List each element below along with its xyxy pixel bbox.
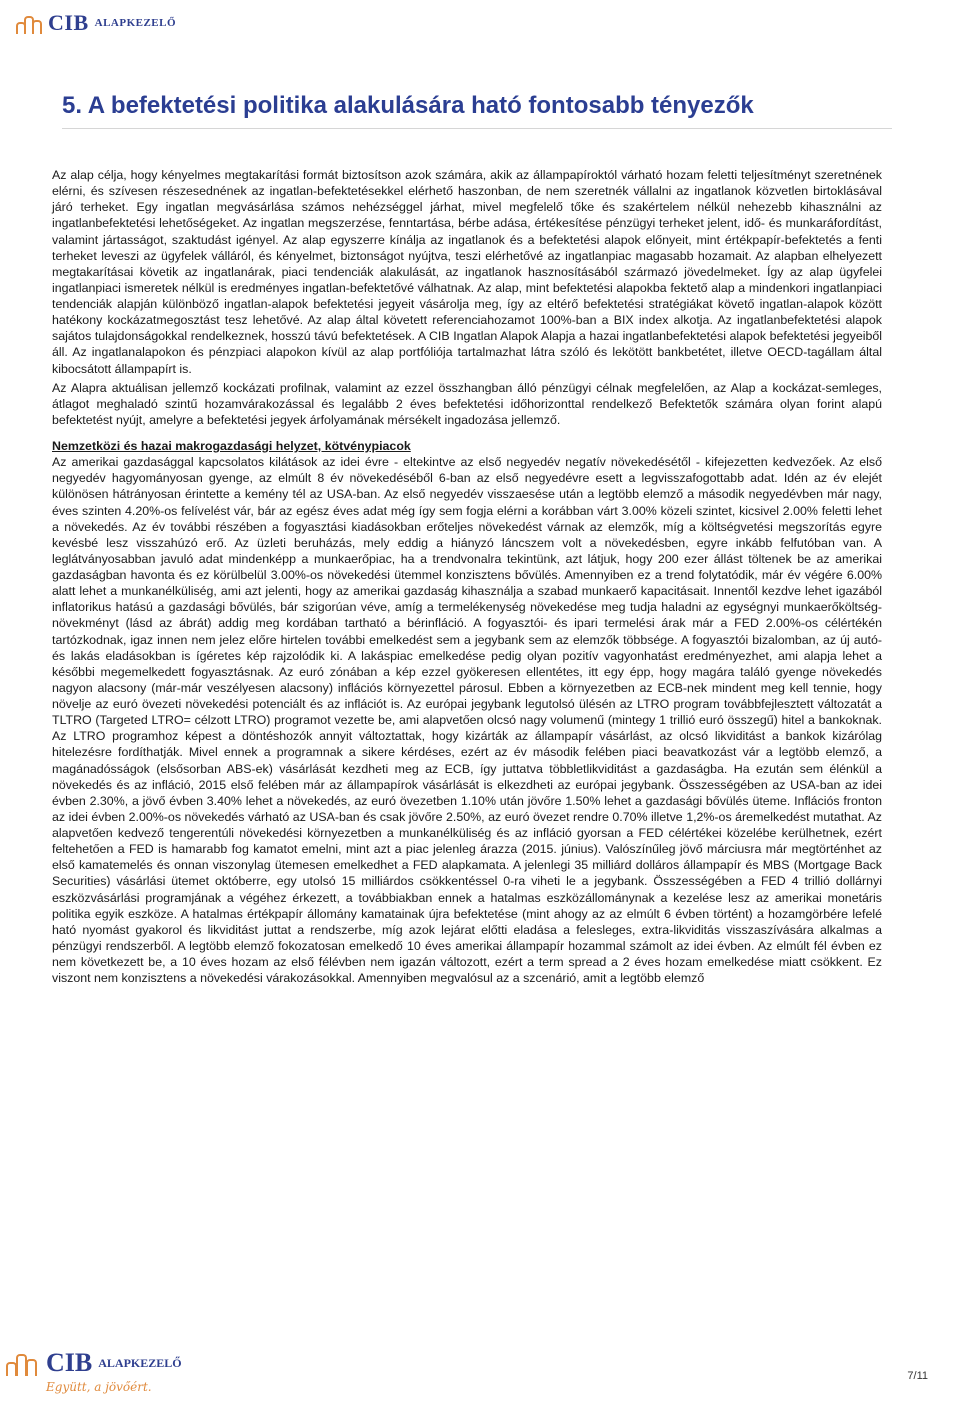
header-logo (16, 8, 176, 38)
page-number: 7/11 (907, 1370, 928, 1382)
section-heading: 5. A befektetési politika alakulására ható fontosabb tényezők (62, 92, 754, 119)
footer-slogan: Együtt, a jövőért. (46, 1380, 152, 1394)
logo-alap-text: ALAPKEZELŐ (94, 17, 177, 29)
footer-logo-alap-text: ALAPKEZELŐ (98, 1355, 182, 1370)
footer-logo-cib-text: CIB (46, 1348, 93, 1377)
paragraph-risk-profile: Az Alapra aktuálisan jellemző kockázati profilnak, valamint az ezzel összhangban álló pénzügyi célnak megfelelően, az Alap a kockázat-semleges, átlagot meghaladó szintű hozamvárakozással és legalább 2 éves befektetési időhorizonttal rendelkező Befektetők számára olyan forint alapú befektetést nyújt, amelyre a befektetési jegyek árfolyamának mérsékelt ingadozása jellemző. (52, 380, 882, 427)
heading-divider (62, 128, 892, 129)
paragraph-macro-outlook: Az amerikai gazdasággal kapcsolatos kilátások az idei évre - eltekintve az első negyedév negatív növekedésétől - kifejezetten kedvezőek. Az első negyedév hagyományosan gyenge, az elmúlt 8 év növekedéséből 6-ban az első negyedévre esett a legvisszafogottabb adat. Idén az év elejét különösen hátrányosan érintette a kemény tél az USA-ban. Az első negyedév visszaesése után a legtöbb elemző a második negyedévben már nagy, éves szinten 4.20%-os felívelést vár, bár az egész éves adat még így sem fogja elérni a korábban várt 3.00% közeli szintet, kicsivel 2.00% feletti lehet a növekedés. Az év további részében a fogyasztási kiadásokban erőteljes növekedést várnak az elemzők, míg a költségvetési megszorítás egyre kevésbé lesz visszahúzó erő. Az üzleti beruházás, mely eddig a hiányzó láncszem volt a növekedésben, egyre inkább felfutóban van. A leglátványosabban javuló adat mindenképp a munkaerőpiac, ha a trendvonalra tekintünk, azt látjuk, hogy 200 ezer állást töltenek be az amerikai gazdaságban havonta és ez körülbelül 3.00%-os növekedési ütemmel konzisztens bővülés. Amennyiben ez a trend folytatódik, már év végére 6.00% alatt lehet a munkanélküliség, ami azt jelenti, hogy az amerikai gazdaság kihasználja a szabad munkaerő kapacitásait. Innentől kezdve lehet igazából inflatorikus hatású a gazdasági bővülés, bár szigorúan véve, amíg a termelékenység növekedése meg tudja haladni az egységnyi munkaerőköltség-növekményt (lásd az ábrát) addig meg kordában tartható a bérinfláció. A fogyasztói- és ipari termelési árak már a FED 2.00%-os célértékén tartózkodnak, igaz innen nem jelez előre hirtelen további emelkedést sem a jegybank sem az elemzők többsége. A fogyasztói bizalomban, az új autó- és lakás eladásokban is ígéretes kép rajzolódik ki. A lakáspiac emelkedése pedig olyan pozitív vagyonhatást eredményezhet, ami alapja lehet a későbbi megemelkedett fogyasztásnak. Az euró zónában a kép ezzel gyökeresen ellentétes, itt egy épp, hogy magára találó gyenge növekedés nagyon alacsony (már-már veszélyesen alacsony) inflációs környezettel párosul. Ebben a környezetben az ECB-nek mindent meg kell tennie, hogy növelje az euró övezeti növekedési potenciált és az inflációt is. Az európai jegybank legutolsó ülésén az LTRO program továbbfejlesztett változatát a TLTRO (Targeted LTRO= célzott LTRO) programot vezette be, ami alapvetően olcsó nagy volumenű (mintegy 1 trillió euró összegű) hitel a bankoknak. Az LTRO programhoz képest a döntéshozók annyit változtattak, hogy kizárták az állampapír vásárlást, az olcsó likviditást a bankok kizárólag hitelezésre fordíthatják. Mivel ennek a programnak a sikere kérdéses, ezért az év második felében piaci beavatkozást vár a legtöbb elemző, a magánadósságok (elsősorban ABS-ek) vásárlását kezdheti meg az ECB, így juttatva többletlikviditást a gazdaságba. Ha ezután sem élénkül a növekedés és az infláció, 2015 első felében már az állampapírok vásárlását is elkezdheti az európai jegybank. Összességében az USA-ban az idei évben 2.30%, a jövő évben 3.40% lehet a növekedés, az euró övezetben 1.10% után jövőre 1.50% lehet a gazdasági bővülés üteme. Inflációs fronton az idei évben 2.00%-os növekedés várható az USA-ban és csak jövőre 2.50%, az euró övezet rendre 0.70% illetve 1,2%-os áremelkedést mutathat. Az alapvetően kedvező tengerentúli növekedési környezetben a munkanélküliség és az infláció gyorsan a FED célértékei közelébe kerülhetnek, ezért feltehetően a FED is hamarabb fog kamatot emelni, mint azt a piac jelenleg árazza (2015. június). Valószínűleg jövő márciusra már megtörténhet az első kamatemelés és onnan viszonylag ütemesen emelkedhet a FED alapkamata. A jelenlegi 35 milliárd dolláros állampapír és MBS (Mortgage Back Securities) vásárlási ütemet októberre, egy utolsó 15 milliárdos csökkentéssel 0-ra viheti le a jegybank. Összességében a FED 4 trillió dollárnyi eszközvásárlási programjának a végéhez érkezett, a továbbiakban ennek a hatalmas eszközállománynak a kezelése lesz az amerikai monetáris politika egyik eszköze. A hatalmas értékpapír állomány kamatainak újra befektetése (mint ahogy az az elmúlt 6 évben történt) a hozamgörbére lefelé ható nyomást gyakorol és likviditást juttat a rendszerbe, míg azok lejárat előtti eladása a felesleges, extra-likviditás visszaszívására alkalmas a pénzügyi rendszerből. A legtöbb elemző fokozatosan emelkedő 10 éves amerikai állampapír hozammal számolt az idei évben. Az elmúlt fél évben ez nem következett be, a 10 éves hozam az első félévben nem igazán változott, ezért a term spread a 2 éves hozam emelkedése miatt csökkent. Ez viszont nem konzisztens a növekedési várakozásokkal. Amennyiben megvalósul az a szcenárió, amit a legtöbb elemző (52, 455, 882, 986)
paragraph-fund-objective: Az alap célja, hogy kényelmes megtakarítási formát biztosítson azok számára, akik az állampapíroktól várható hozam feletti teljesítményt szeretnének elérni, és szívesen részesednének az ingatlan-befektetésekkel elérhető haszonban, de nem szeretnék vállalni az ingatlanok közvetlen birtoklásával járó terheket. Egy ingatlan megvásárlása számos nehézséggel járhat, mivel megfelelő tőke és szakértelem nélkül nehezebb kihasználni az ingatlanbefektetési lehetőségeket. Az ingatlan megszerzése, fenntartása, bérbe adása, értékesítése pénzügyi terheket jelent, idő- és munkaráfordítást, valamint jártasságot, szaktudást igényel. Az alap egyszerre kínálja az ingatlanok és a befektetési alapok előnyeit, mint értékpapír-befektetés a fenti terheket leveszi az ügyfelek válláról, és kényelmet, biztonságot nyújtva, teszi elérhetővé az ingatlanpiac magasabb hozamait. Az alapban elhelyezett megtakarításai követik az ingatlanárak, piaci tendenciák alakulását, az ingatlanok hasznosításából származó jövedelmeket. Így az alap ügyfelei ingatlanpiaci ismeretek nélkül is eredményes ingatlan-befektetővé válhatnak. Az alap, mint befektetési alapokba fektető alap a mindenkori ingatlanpiaci tendenciák alapján különböző ingatlan-alapok befektetési jegyeit vásárolja meg, így az eltérő befektetési stratégiákat követő ingatlan-alapok között hatékony kockázatmegosztást tesz lehetővé. Az alap által követett referenciahozamot 100%-ban a BIX index alkotja. Az ingatlanbefektetési alapok sajátos tulajdonságokkal rendelkeznek, hosszú távú befektetések. A CIB Ingatlan Alapok Alapja a hazai ingatlanbefektetési alapok befektetési jegyeiből áll. Az ingatlanalapokon és pénzpiaci alapokon kívül az alap portfóliója tartalmazhat látra szóló és lekötött bankbetétet, illetve OECD-tagállam által kibocsátott állampapírt is. (52, 168, 882, 376)
footer-logo (6, 1348, 182, 1394)
cib-footer-logo-icon (6, 1350, 40, 1376)
subheading-macro: Nemzetközi és hazai makrogazdasági helyzet, kötvénypiacok (52, 439, 411, 453)
document-body (52, 167, 882, 989)
cib-logo-icon (16, 12, 44, 34)
logo-cib-text: CIB (48, 10, 89, 35)
